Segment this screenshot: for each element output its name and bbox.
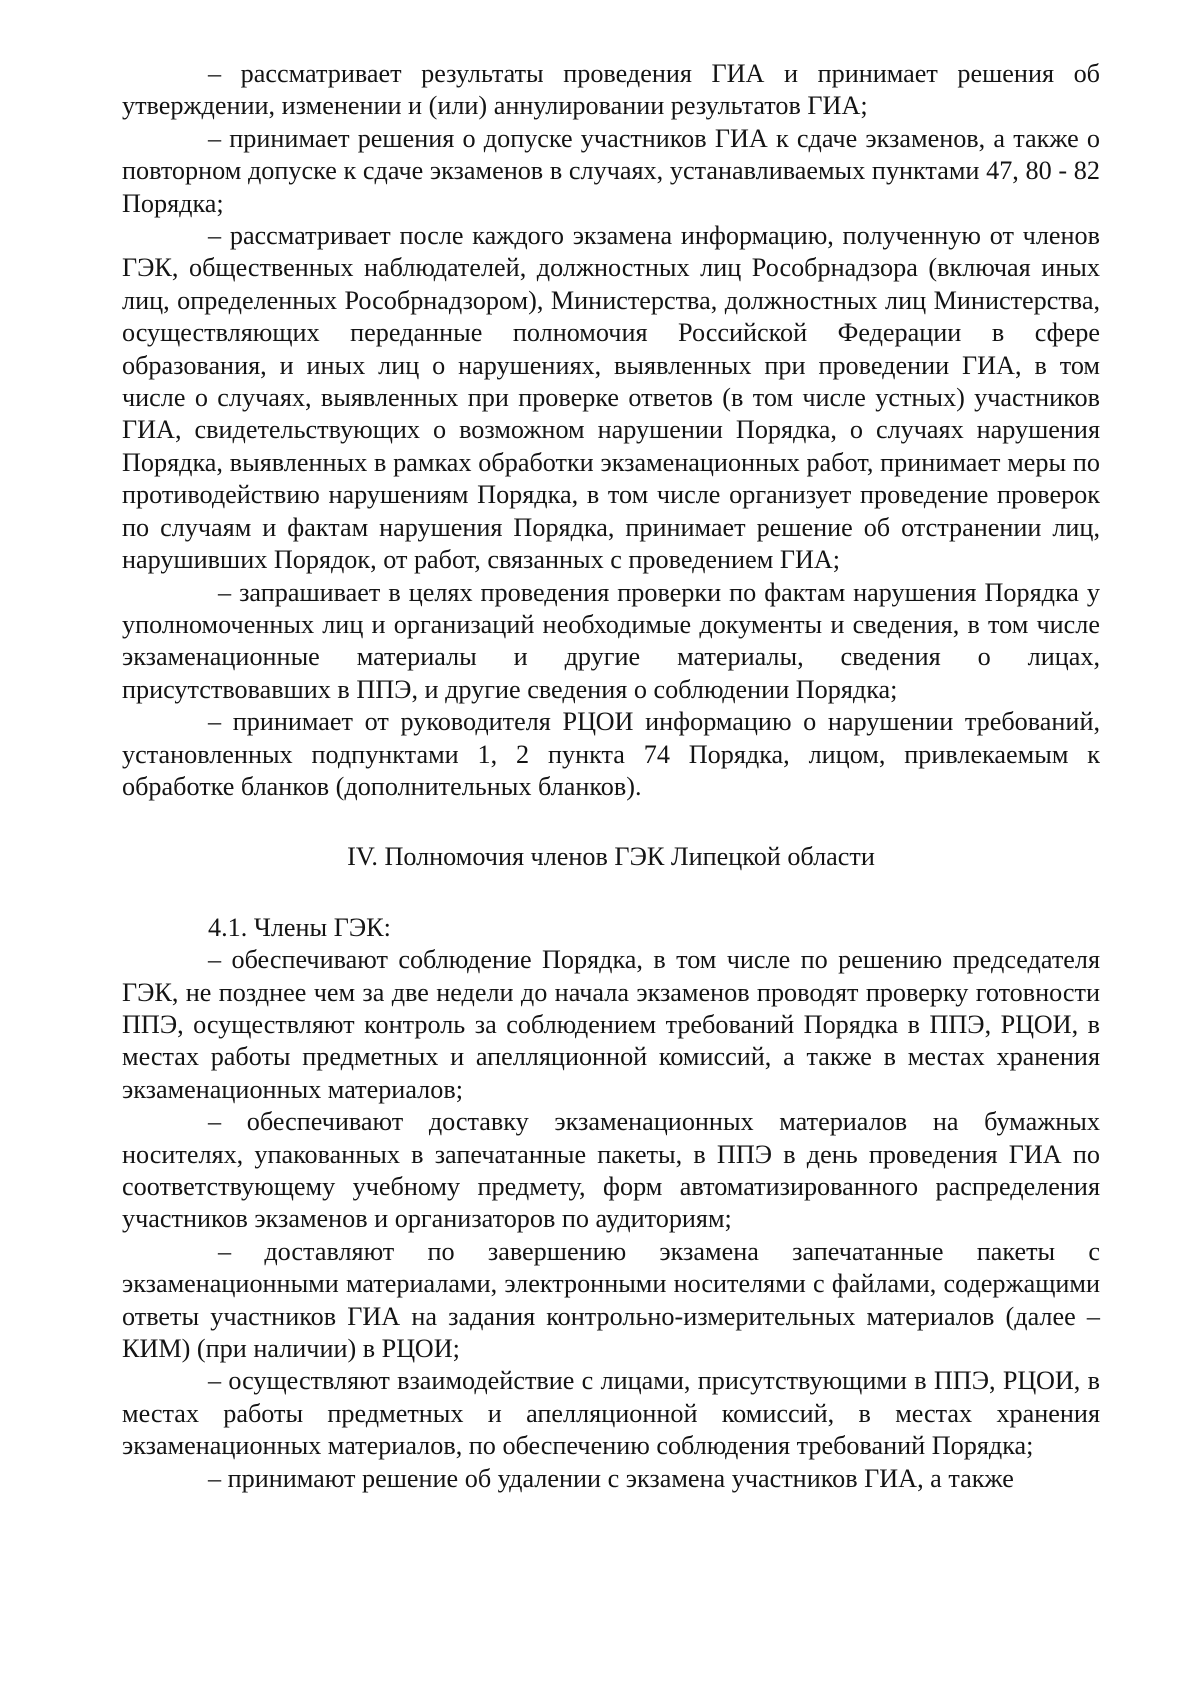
paragraph-interaction: – осуществляют взаимодействие с лицами, присутствующими в ППЭ, РЦОИ, в местах работы предметных и апелляционной комиссий, в местах хранения экзаменационных материалов, по обеспечению соблюдения требований Порядка; <box>122 1366 1100 1461</box>
paragraph-results-approval: – рассматривает результаты проведения ГИА и принимает решения об утверждении, изменении и (или) аннулировании результатов ГИА; <box>122 59 1100 121</box>
subsection-label: 4.1. Члены ГЭК: <box>208 912 391 942</box>
section-heading: IV. Полномочия членов ГЭК Липецкой области <box>347 842 875 872</box>
paragraph-deliver-packages: – доставляют по завершению экзамена запечатанные пакеты с экзаменационными материалами, электронными носителями с файлами, содержащими ответы участников ГИА на задания контрольно-измерительных материалов (далее – КИМ) (при наличии) в РЦОИ; <box>122 1236 1100 1364</box>
paragraph-delivery-materials: – обеспечивают доставку экзаменационных материалов на бумажных носителях, упакованных в запечатанные пакеты, в ППЭ в день проведения ГИА по соответствующему учебному предмету, форм автоматизированного распределения участников экзаменов и организаторов по аудиториям; <box>122 1107 1100 1234</box>
paragraph-removal-decision: – принимают решение об удалении с экзамена участников ГИА, а также <box>208 1463 1014 1493</box>
paragraph-rcoi-information: – принимает от руководителя РЦОИ информацию о нарушении требований, установленных подпунктами 1, 2 пункта 74 Порядка, лицом, привлекаемым к обработке бланков (дополнительных бланков). <box>122 707 1100 801</box>
paragraph-ensure-compliance: – обеспечивают соблюдение Порядка, в том числе по решению председателя ГЭК, не позднее чем за две недели до начала экзаменов проводят проверку готовности ППЭ, осуществляют контроль за соблюдением требований Порядка в ППЭ, РЦОИ, в местах работы предметных и апелляционной комиссий, а также в местах хранения экзаменационных материалов; <box>122 945 1100 1104</box>
paragraph-admission-decision: – принимает решения о допуске участников ГИА к сдаче экзаменов, а также о повторном допуске к сдаче экзаменов в случаях, устанавливаемых пунктами 47, 80 - 82 Порядка; <box>122 123 1100 218</box>
paragraph-violations-review: – рассматривает после каждого экзамена информацию, полученную от членов ГЭК, общественных наблюдателей, должностных лиц Рособрнадзора (включая иных лиц, определенных Рособрнадзором), Министерства, должностных лиц Министерства, осуществляющих переданные полномочия Российской Федерации в сфере образования, и иных лиц о нарушениях, выявленных при проведении ГИА, в том числе о случаях, выявленных при проверке ответов (в том числе устных) участников ГИА, свидетельствующих о возможном нарушении Порядка, о случаях нарушения Порядка, выявленных в рамках обработки экзаменационных работ, принимает меры по противодействию нарушениям Порядка, в том числе организует проведение проверок по случаям и фактам нарушения Порядка, принимает решение об отстранении лиц, нарушивших Порядок, от работ, связанных с проведением ГИА; <box>122 221 1100 575</box>
paragraph-documents-request: – запрашивает в целях проведения проверки по фактам нарушения Порядка у уполномоченных лиц и организаций необходимые документы и сведения, в том числе экзаменационные материалы и другие материалы, сведения о лицах, присутствовавших в ППЭ, и другие сведения о соблюдении Порядка; <box>122 577 1100 704</box>
